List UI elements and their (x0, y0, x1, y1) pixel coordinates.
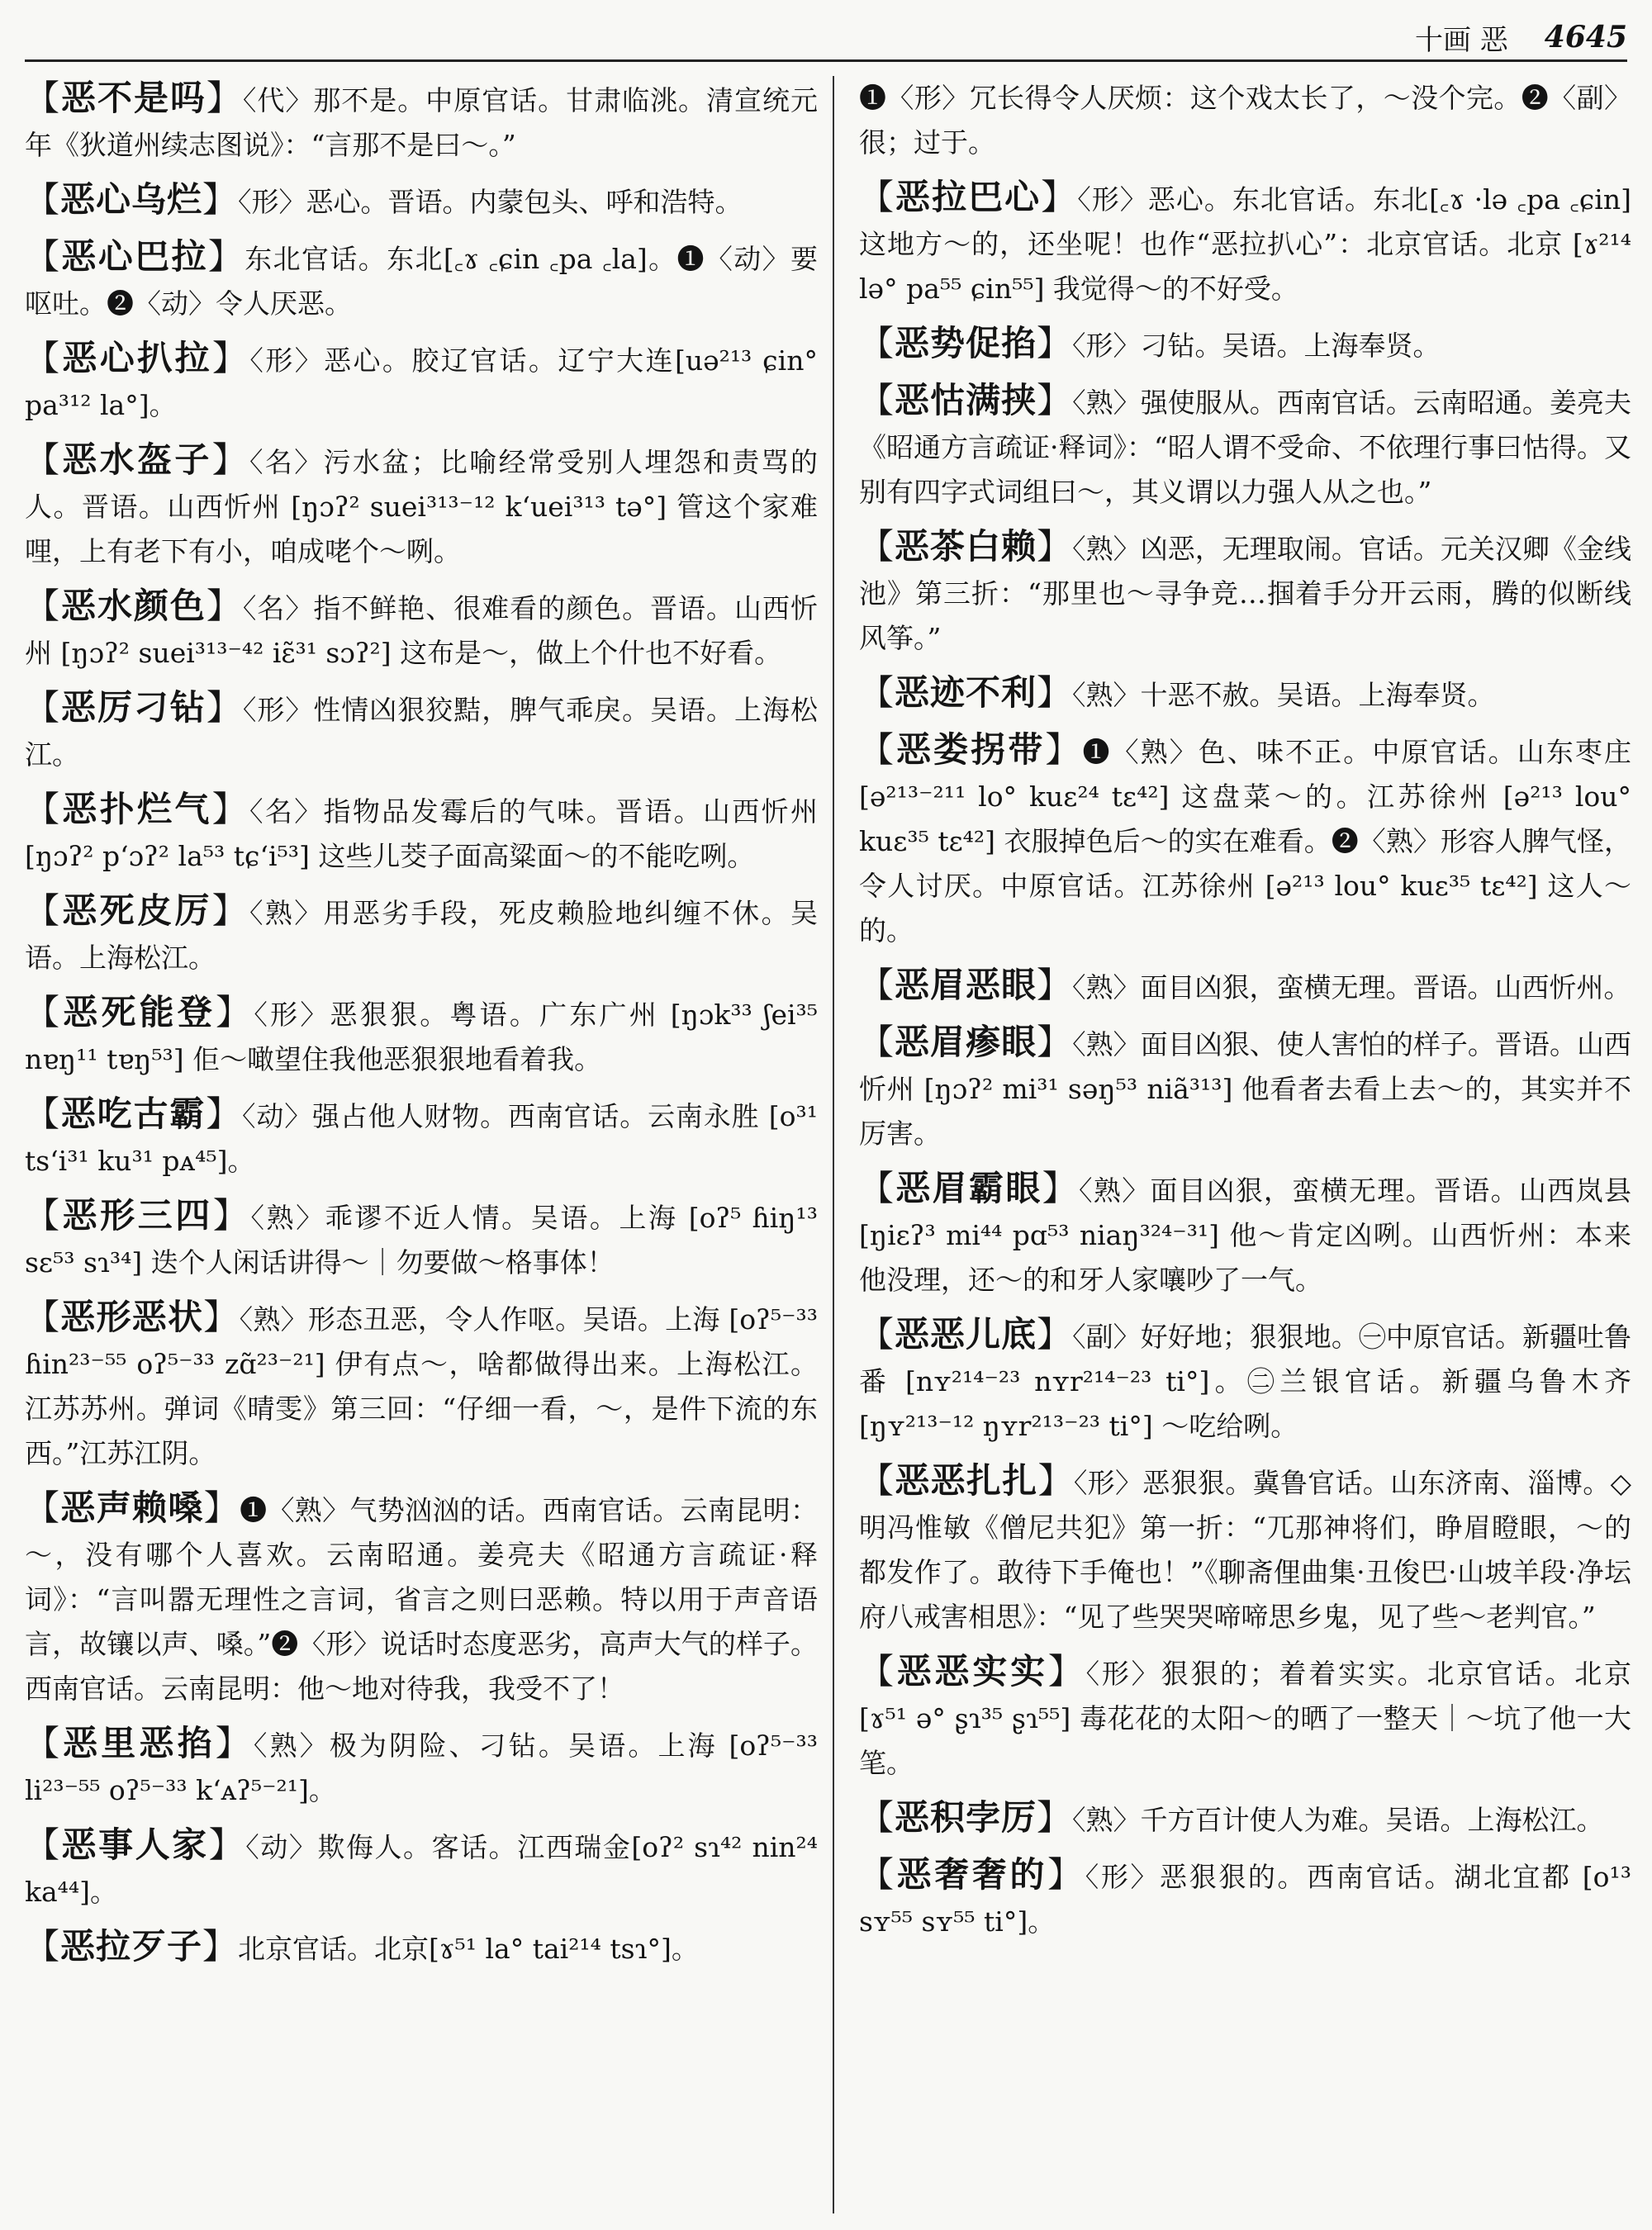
definition-text: 〈熟〉面目凶狠、使人害怕的样子。晋语。山西忻州 [ŋɔʔ² mi³¹ səŋ⁵³ niã³¹³] 他看者去看上去～的，其实并不厉害。 (859, 1028, 1631, 1150)
dictionary-entry (859, 1312, 1631, 1449)
definition-text: 〈熟〉乖谬不近人情。吴语。上海 [oʔ⁵ ɦiŋ¹³ sɛ⁵³ sɿ³⁴] 迭个人闲话讲得～｜勿要做～格事体！ (25, 1202, 818, 1279)
dictionary-entry (25, 76, 818, 168)
definition-text: 〈形〉恶狠狠。粤语。广东广州 [ŋɔk³³ ʃei³⁵ nɐŋ¹¹ tɐŋ⁵³] 佢～噉望住我他恶狠狠地看着我。 (25, 999, 818, 1075)
headword: 【恶眉恶眼】 (859, 965, 1073, 1005)
dictionary-entry (25, 438, 818, 574)
dictionary-entry (859, 175, 1631, 311)
definition-text: 东北官话。东北[꜀ɤ ꜀ɕin ꜀pa ꜀la]。❶〈动〉要呕吐。❷〈动〉令人厌恶。 (25, 243, 818, 320)
definition-text: 北京官话。北京[ɤ⁵¹ la° tai²¹⁴ tsɿ°]。 (238, 1933, 699, 1965)
dictionary-entry (25, 1823, 818, 1914)
definition-text: 〈副〉好好地；狠狠地。㊀中原官话。新疆吐鲁番 [nʏ²¹⁴⁻²³ nʏr²¹⁴⁻²³ ti°]。㊁兰银官话。新疆乌鲁木齐 [ŋʏ²¹³⁻¹² ŋʏr²¹³⁻²³ ti°] ～吃给咧。 (859, 1321, 1631, 1442)
headword: 【恶积孛厉】 (859, 1797, 1073, 1838)
dictionary-entry (25, 1092, 818, 1184)
definition-text: 〈熟〉极为阴险、刁钻。吴语。上海 [oʔ⁵⁻³³ li²³⁻⁵⁵ oʔ⁵⁻³³ k‘ᴀʔ⁵⁻²¹]。 (25, 1729, 818, 1806)
section-title: 十画 恶 (1414, 23, 1508, 57)
definition-text: 〈形〉恶心。晋语。内蒙包头、呼和浩特。 (238, 186, 743, 218)
page-number: 4645 (1544, 20, 1627, 55)
headword: 【恶心巴拉】 (25, 236, 245, 277)
headword: 【恶水盔子】 (25, 439, 250, 480)
headword: 【恶形恶状】 (25, 1297, 240, 1337)
headword: 【恶心乌烂】 (25, 179, 239, 220)
definition-text: 〈熟〉面目凶狠，蛮横无理。晋语。山西岚县 [ŋiɛʔ³ mi⁴⁴ pɑ⁵³ niaŋ³²⁴⁻³¹] 他～肯定凶咧。山西忻州：本来他没理，还～的和牙人家嚷吵了一气。 (859, 1174, 1631, 1296)
headword: 【恶拉巴心】 (859, 177, 1078, 217)
definition-text: 〈形〉性情凶狠狡黠，脾气乖戾。吴语。上海松江。 (25, 694, 818, 771)
definition-text: 〈形〉狠狠的；着着实实。北京官话。北京 [ɤ⁵¹ ə° ʂɿ³⁵ ʂɿ⁵⁵] 毒花花的太阳～的晒了一整天｜～坑了他一大笔。 (859, 1658, 1631, 1779)
dictionary-entry (25, 686, 818, 777)
dictionary-entry (25, 1924, 818, 1971)
dictionary-entry (25, 1193, 818, 1285)
headword: 【恶恶儿底】 (859, 1314, 1073, 1355)
definition-text: 〈动〉欺侮人。客话。江西瑞金[oʔ² sɿ⁴² nin²⁴ ka⁴⁴]。 (25, 1831, 818, 1908)
dictionary-entry (859, 1796, 1631, 1843)
headword: 【恶吃古霸】 (25, 1094, 243, 1134)
definition-text: 〈熟〉凶恶，无理取闹。官话。元关汉卿《金线池》第三折：“那里也～寻争竞…掴着手分开云雨，腾的似断线风筝。” (859, 533, 1631, 654)
dictionary-entry (25, 889, 818, 980)
definition-text: 〈熟〉面目凶狠，蛮横无理。晋语。山西忻州。 (1072, 971, 1631, 1004)
headword: 【恶厉刁钻】 (25, 687, 243, 728)
left-column (25, 76, 818, 2220)
definition-text: 〈形〉恶狠狠的。西南官话。湖北宜都 [o¹³ sʏ⁵⁵ sʏ⁵⁵ ti°]。 (859, 1861, 1631, 1938)
headword: 【恶水颜色】 (25, 586, 243, 626)
dictionary-entry (859, 321, 1631, 368)
dictionary-entry (859, 963, 1631, 1010)
headword: 【恶恶实实】 (859, 1651, 1086, 1691)
definition-text: 〈名〉指物品发霉后的气味。晋语。山西忻州 [ŋɔʔ² p‘ɔʔ² la⁵³ tɕ‘i⁵³] 这些儿茭子面高粱面～的不能吃咧。 (25, 795, 818, 872)
dictionary-entry (25, 1721, 818, 1813)
definition-text: 〈代〉那不是。中原官话。甘肃临洮。清宣统元年《狄道州续志图说》：“言那不是曰～。” (25, 84, 818, 161)
headword: 【恶怙满挟】 (859, 380, 1073, 420)
headword: 【恶迹不利】 (859, 672, 1073, 713)
headword: 【恶死能登】 (25, 992, 254, 1032)
dictionary-entry (859, 524, 1631, 661)
definition-text: 〈名〉污水盆；比喻经常受别人埋怨和责骂的人。晋语。山西忻州 [ŋɔʔ² suei³¹³⁻¹² k‘uei³¹³ tə°] 管这个家难哩，上有老下有小，咱成咾个～咧。 (25, 446, 818, 567)
definition-text: 〈熟〉千方百计使人为难。吴语。上海松江。 (1072, 1804, 1604, 1836)
headword: 【恶娄拐带】 (859, 729, 1083, 770)
definition-text: 〈熟〉形态丑恶，令人作呕。吴语。上海 [oʔ⁵⁻³³ ɦin²³⁻⁵⁵ oʔ⁵⁻³³ zɑ̃²³⁻²¹] 伊有点～，啥都做得出来。上海松江。江苏苏州。弹词《晴雯》第三回：“仔细一看，～，是件下流的东西。”江苏江阴。 (25, 1303, 818, 1469)
dictionary-entry (25, 1295, 818, 1476)
dictionary-entry (859, 728, 1631, 953)
dictionary-entry (25, 1486, 818, 1711)
definition-text: 〈形〉恶心。东北官话。东北[꜀ɤ ·lə ꜀pa ꜀ɕin] 这地方～的，还坐呢！也作“恶拉扒心”：北京官话。北京 [ɤ²¹⁴ lə° pa⁵⁵ ɕin⁵⁵] 我觉得～的不好受。 (859, 183, 1631, 305)
headword: 【恶心扒拉】 (25, 338, 250, 378)
headword: 【恶事人家】 (25, 1824, 246, 1865)
definition-text: 〈动〉强占他人财物。西南官话。云南永胜 [o³¹ ts‘i³¹ ku³¹ pᴀ⁴⁵]。 (25, 1100, 818, 1177)
dictionary-entry (25, 990, 818, 1082)
definition-text: 〈名〉指不鲜艳、很难看的颜色。晋语。山西忻州 [ŋɔʔ² suei³¹³⁻⁴² iɛ̃³¹ sɔʔ²] 这布是～，做上个什也不好看。 (25, 592, 818, 669)
dictionary-entry (25, 336, 818, 428)
headword: 【恶眉霸眼】 (859, 1168, 1080, 1208)
dictionary-entry (859, 671, 1631, 718)
dictionary-entry (25, 584, 818, 676)
dictionary-entry (859, 1459, 1631, 1639)
dictionary-entry (859, 1853, 1631, 1944)
headword: 【恶声赖嗓】 (25, 1487, 240, 1528)
headword: 【恶扑烂气】 (25, 789, 250, 829)
definition-text: 〈熟〉十恶不赦。吴语。上海奉贤。 (1072, 679, 1495, 711)
page-header (25, 15, 1627, 62)
dictionary-entry (859, 378, 1631, 515)
dictionary-entry (859, 1020, 1631, 1156)
entry-continuation (859, 76, 1631, 165)
dictionary-entry (859, 1166, 1631, 1302)
dictionary-entry (25, 235, 818, 326)
headword: 【恶恶扎扎】 (859, 1460, 1074, 1501)
right-column (859, 76, 1631, 2220)
headword: 【恶眉瘆眼】 (859, 1022, 1073, 1062)
definition-text: 〈熟〉强使服从。西南官话。云南昭通。姜亮夫《昭通方言疏证·释词》：“昭人谓不受命、不依理行事曰怙得。又别有四字式词组曰～，其义谓以力强人从之也。” (859, 387, 1631, 508)
dictionary-entry (859, 1649, 1631, 1786)
definition-text: 〈形〉恶狠狠。冀鲁官话。山东济南、淄博。◇明冯惟敏《僧尼共犯》第一折：“兀那神将们，睁眉瞪眼，～的都发作了。敢待下手俺也！”《聊斋俚曲集·丑俊巴·山坡羊段·净坛府八戒害相思》：“见了些哭哭啼啼思乡鬼，见了些～老判官。” (859, 1467, 1631, 1633)
headword: 【恶形三四】 (25, 1195, 251, 1236)
headword: 【恶死皮厉】 (25, 890, 250, 931)
headword: 【恶茶白赖】 (859, 526, 1073, 567)
definition-text: ❶〈熟〉色、味不正。中原官话。山东枣庄 [ə²¹³⁻²¹¹ lo° kuɛ²⁴ tɛ⁴²] 这盘菜～的。江苏徐州 [ə²¹³ lou° kuɛ³⁵ tɛ⁴²] 衣服掉色后～的实在难看。❷〈熟〉形容人脾气怪，令人讨厌。中原官话。江苏徐州 [ə²¹³ lou° kuɛ³⁵ tɛ⁴²] 这人～的。 (859, 736, 1631, 947)
dictionary-entry (25, 178, 818, 225)
headword: 【恶里恶掐】 (25, 1723, 254, 1763)
dictionary-entry (25, 787, 818, 879)
definition-text: ❶〈形〉冗长得令人厌烦：这个戏太长了，～没个完。❷〈副〉很；过于。 (859, 82, 1631, 159)
definition-text: 〈形〉刁钻。吴语。上海奉贤。 (1072, 330, 1441, 362)
headword: 【恶奢奢的】 (859, 1854, 1085, 1895)
headword: 【恶拉歹子】 (25, 1926, 239, 1967)
definition-text: 〈熟〉用恶劣手段，死皮赖脸地纠缠不休。吴语。上海松江。 (25, 897, 818, 974)
headword: 【恶势促掐】 (859, 323, 1073, 363)
column-divider (833, 76, 834, 2213)
definition-text: ❶〈熟〉气势汹汹的话。西南官话。云南昆明：～，没有哪个人喜欢。云南昭通。姜亮夫《昭通方言疏证·释词》：“言叫嚣无理性之言词，省言之则曰恶赖。特以用于声音语言，故镶以声、嗓。”❷〈形〉说话时态度恶劣，高声大气的样子。西南官话。云南昆明：他～地对待我，我受不了！ (25, 1494, 818, 1705)
definition-text: 〈形〉恶心。胶辽官话。辽宁大连[uə²¹³ ɕin° pa³¹² la°]。 (25, 344, 818, 421)
headword: 【恶不是吗】 (25, 78, 243, 118)
